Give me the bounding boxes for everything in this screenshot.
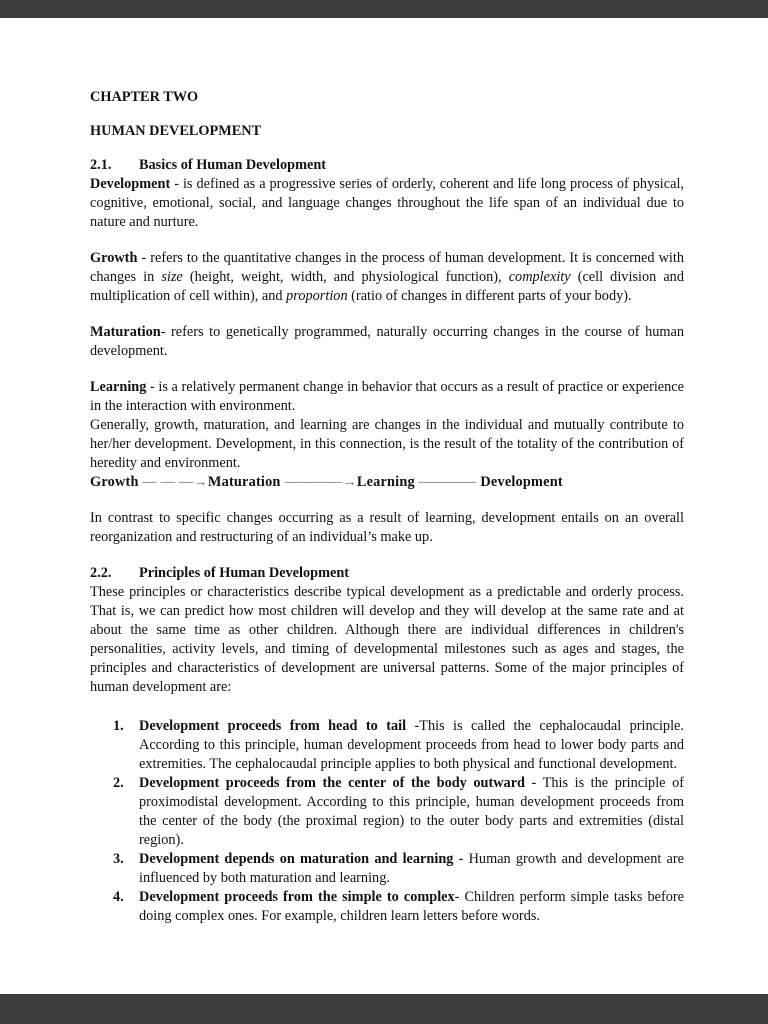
section-1-number: 2.1. xyxy=(90,157,112,173)
section-2-heading xyxy=(90,564,684,583)
section-1-title: Basics of Human Development xyxy=(139,157,327,173)
paragraph-learning-definition: Learning - is a relatively permanent change in behavior that occurs as a result of practice or experience in the interaction with environment. xyxy=(90,379,684,414)
list-item-number: 3. xyxy=(113,851,124,867)
list-item-text: Development proceeds from the center of the body outward - This is the principle of proximodistal development. According to this principle, human development proceeds from the center of the body (the proximal region) to the outer body parts and extremities (distal region). xyxy=(139,775,684,848)
principle-item-2 xyxy=(90,774,684,850)
document-title: HUMAN DEVELOPMENT xyxy=(90,123,262,139)
list-item-text: Development proceeds from head to tail -This is called the cephalocaudal principle. According to this principle, human development proceeds from head to lower body parts and extremities. The cephalocaudal principle applies to both physical and functional development. xyxy=(139,718,684,772)
principle-item-4 xyxy=(90,888,684,926)
paragraph-generally: Generally, growth, maturation, and learning are changes in the individual and mutually contribute to her/her development. Development, in this connection, is the result of the totality of the contribution of heredity and environment. xyxy=(90,417,684,471)
list-item-text: Development proceeds from the simple to complex- Children perform simple tasks before doing complex ones. For example, children learn letters before words. xyxy=(139,889,685,924)
section-1-heading xyxy=(90,156,684,175)
chapter-heading: CHAPTER TWO xyxy=(90,89,199,105)
document-page xyxy=(0,18,768,994)
list-item-number: 4. xyxy=(113,889,124,905)
principle-item-3 xyxy=(90,850,684,888)
principles-list xyxy=(90,717,684,926)
paragraph-development-definition: Development - is defined as a progressive series of orderly, coherent and life long process of physical, cognitive, emotional, social, and language changes throughout the life span of an individual due to nature and nurture. xyxy=(90,176,684,230)
paragraph-growth-definition: Growth - refers to the quantitative changes in the process of human development. It is concerned with changes in size (height, weight, width, and physiological function), complexity (cell division and multiplication of cell within), and proportion (ratio of changes in different parts of your body). xyxy=(90,250,684,304)
list-item-number: 1. xyxy=(113,718,124,734)
paragraph-maturation-definition: Maturation- refers to genetically programmed, naturally occurring changes in the course of human development. xyxy=(90,324,684,359)
viewer-top-bar xyxy=(0,0,768,18)
principle-item-1 xyxy=(90,717,684,774)
list-item-number: 2. xyxy=(113,775,124,791)
list-item-text: Development depends on maturation and learning - Human growth and development are influenced by both maturation and learning. xyxy=(139,851,684,886)
viewer-bottom-bar xyxy=(0,994,768,1024)
section-2-title: Principles of Human Development xyxy=(139,565,350,581)
paragraph-principles-intro: These principles or characteristics describe typical development as a predictable and orderly process. That is, we can predict how most children will develop and they will develop at the same rate and at about the same time as other children. Although there are individual differences in children's personalities, activity levels, and timing of developmental milestones such as ages and stages, the principles and characteristics of development are universal patterns. Some of the major principles of human development are: xyxy=(90,584,684,695)
paragraph-in-contrast: In contrast to specific changes occurring as a result of learning, development entails on an overall reorganization and restructuring of an individual’s make up. xyxy=(90,510,684,545)
section-2-number: 2.2. xyxy=(90,565,112,581)
development-flow-diagram: Growth — — —→Maturation ————→Learning ———— Development xyxy=(90,474,563,490)
